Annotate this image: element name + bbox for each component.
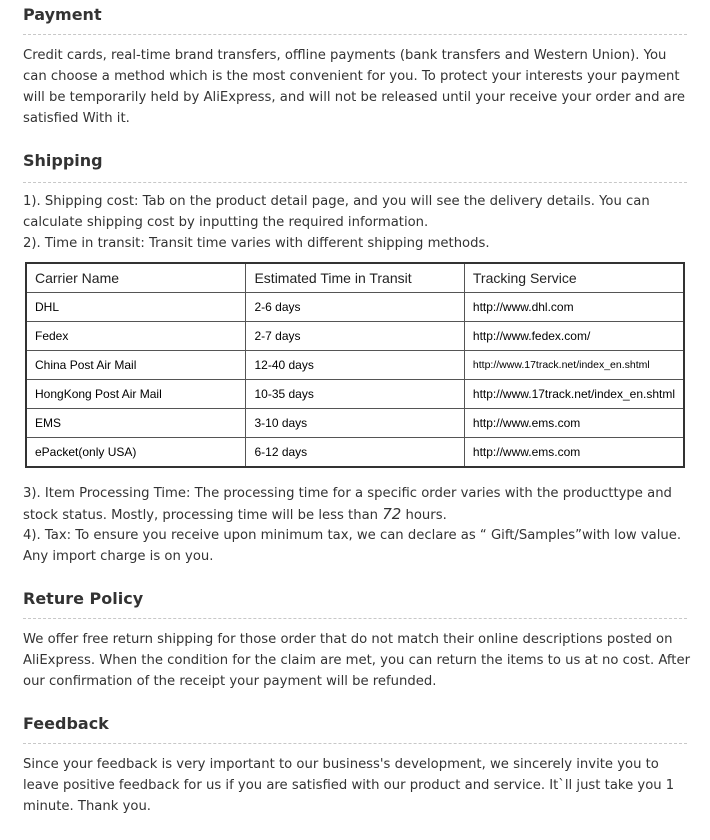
carrier-cell: DHL (26, 293, 246, 322)
processing-hours: 72 (382, 505, 402, 523)
tracking-link[interactable]: http://www.ems.com (464, 438, 684, 468)
time-cell: 2-7 days (246, 322, 464, 351)
feedback-text: Since your feedback is very important to our business's development, we sincerely invite you to leave positive feedback for us if you are satisfied with our product and service. It`ll just take you 1 minute. Thank you. (23, 757, 675, 814)
carrier-cell: ePacket(only USA) (26, 438, 246, 468)
tracking-link[interactable]: http://www.17track.net/index_en.shtml (464, 351, 684, 380)
header-estimated-time: Estimated Time in Transit (246, 263, 464, 293)
time-cell: 12-40 days (246, 351, 464, 380)
table-row (26, 322, 684, 351)
time-cell: 2-6 days (246, 293, 464, 322)
processing-time-text-a: 3). Item Processing Time: The processing time for a specific order varies with the producttype and stock status. Mostly, processing time will be less than (23, 486, 672, 523)
tracking-link[interactable]: http://www.fedex.com/ (464, 322, 684, 351)
time-cell: 3-10 days (246, 409, 464, 438)
table-row (26, 351, 684, 380)
shipping-title: Shipping (23, 151, 103, 170)
shipping-cost-text: 1). Shipping cost: Tab on the product detail page, and you will see the delivery details. You can calculate shipping cost by inputting the required information. (23, 194, 650, 230)
table-row (26, 380, 684, 409)
return-policy-title: Reture Policy (23, 589, 144, 608)
feedback-divider (23, 743, 687, 744)
processing-time-text (23, 483, 693, 526)
return-policy-divider (23, 618, 687, 619)
tax-text: 4). Tax: To ensure you receive upon minimum tax, we can declare as “ Gift/Samples”with low value. Any import charge is on you. (23, 528, 682, 564)
tracking-link[interactable]: http://www.dhl.com (464, 293, 684, 322)
payment-text: Credit cards, real-time brand transfers, offline payments (bank transfers and Western Union). You can choose a method which is the most convenient for you. To protect your interests your payment will be temporarily held by AliExpress, and will not be released until your receive your order and are satisfied With it. (23, 48, 686, 126)
time-cell: 6-12 days (246, 438, 464, 468)
table-row (26, 409, 684, 438)
payment-title: Payment (23, 5, 102, 24)
tracking-link[interactable]: http://www.17track.net/index_en.shtml (464, 380, 684, 409)
header-carrier-name: Carrier Name (26, 263, 246, 293)
shipping-divider (23, 182, 687, 183)
carrier-cell: China Post Air Mail (26, 351, 246, 380)
header-tracking-service: Tracking Service (464, 263, 684, 293)
time-cell: 10-35 days (246, 380, 464, 409)
feedback-title: Feedback (23, 714, 109, 733)
table-row (26, 293, 684, 322)
carrier-cell: HongKong Post Air Mail (26, 380, 246, 409)
payment-divider (23, 34, 687, 35)
table-header-row (26, 263, 684, 293)
return-policy-text: We offer free return shipping for those order that do not match their online descriptions posted on AliExpress. When the condition for the claim are met, you can return the items to us at no cost. After our confirmation of the receipt your payment will be refunded. (23, 632, 691, 689)
carrier-cell: EMS (26, 409, 246, 438)
carrier-cell: Fedex (26, 322, 246, 351)
table-row (26, 438, 684, 468)
processing-time-text-b: hours. (401, 508, 447, 523)
tracking-link[interactable]: http://www.ems.com (464, 409, 684, 438)
shipping-transit-text: 2). Time in transit: Transit time varies with different shipping methods. (23, 236, 490, 251)
shipping-table (25, 262, 685, 468)
